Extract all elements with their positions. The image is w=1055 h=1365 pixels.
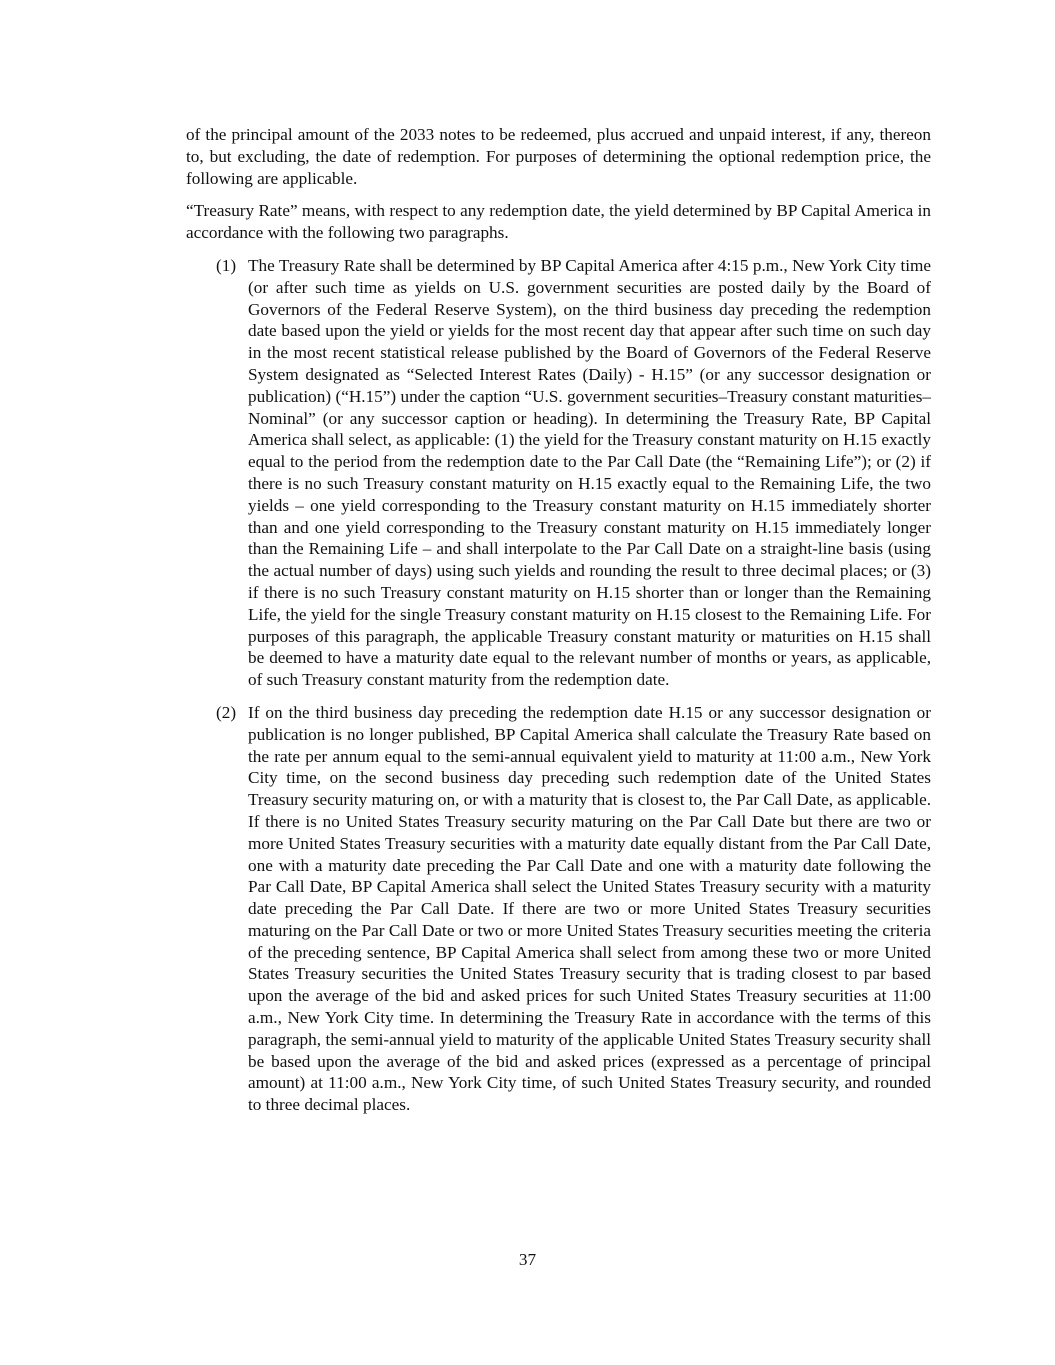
list-item-number: (2) <box>216 702 237 722</box>
intro-paragraph: of the principal amount of the 2033 notes to be redeemed, plus accrued and unpaid interest, if any, thereon to, but excluding, the date of redemption. For purposes of determining the optional redemption price, the following are applicable. <box>186 125 931 188</box>
list-item-number: (1) <box>216 255 237 275</box>
treasury-rate-definition: “Treasury Rate” means, with respect to any redemption date, the yield determined by BP Capital America in accordance with the following two paragraphs. <box>186 201 931 243</box>
document-page <box>186 124 931 1127</box>
list-item <box>186 255 931 691</box>
list-item <box>186 702 931 1116</box>
numbered-list <box>186 255 931 1116</box>
list-item-text: If on the third business day preceding the redemption date H.15 or any successor designation or publication is no longer published, BP Capital America shall calculate the Treasury Rate based on the rate per annum equal to the semi-annual equivalent yield to maturity at 11:00 a.m., New York City time, on the second business day preceding such redemption date of the United States Treasury security maturing on, or with a maturity that is closest to, the Par Call Date, as applicable. If there is no United States Treasury security maturing on the Par Call Date but there are two or more United States Treasury securities with a maturity date equally distant from the Par Call Date, one with a maturity date preceding the Par Call Date and one with a maturity date following the Par Call Date, BP Capital America shall select the United States Treasury security with a maturity date preceding the Par Call Date. If there are two or more United States Treasury securities maturing on the Par Call Date or two or more United States Treasury securities meeting the criteria of the preceding sentence, BP Capital America shall select from among these two or more United States Treasury securities the United States Treasury security that is trading closest to par based upon the average of the bid and asked prices for such United States Treasury securities at 11:00 a.m., New York City time. In determining the Treasury Rate in accordance with the terms of this paragraph, the semi-annual yield to maturity of the applicable United States Treasury security shall be based upon the average of the bid and asked prices (expressed as a percentage of principal amount) at 11:00 a.m., New York City time, of such United States Treasury security, and rounded to three decimal places. <box>248 702 931 1115</box>
page-number: 37 <box>518 1250 537 1269</box>
list-item-text: The Treasury Rate shall be determined by BP Capital America after 4:15 p.m., New York City time (or after such time as yields on U.S. government securities are posted daily by the Board of Governors of the Federal Reserve System), on the third business day preceding the redemption date based upon the yield or yields for the most recent day that appear after such time on such day in the most recent statistical release published by the Board of Governors of the Federal Reserve System designated as “Selected Interest Rates (Daily) - H.15” (or any successor designation or publication) (“H.15”) under the caption “U.S. government securities–Treasury constant maturities–Nominal” (or any successor caption or heading). In determining the Treasury Rate, BP Capital America shall select, as applicable: (1) the yield for the Treasury constant maturity on H.15 exactly equal to the period from the redemption date to the Par Call Date (the “Remaining Life”); or (2) if there is no such Treasury constant maturity on H.15 exactly equal to the Remaining Life, the two yields – one yield corresponding to the Treasury constant maturity on H.15 immediately shorter than and one yield corresponding to the Treasury constant maturity on H.15 immediately longer than the Remaining Life – and shall interpolate to the Par Call Date on a straight-line basis (using the actual number of days) using such yields and rounding the result to three decimal places; or (3) if there is no such Treasury constant maturity on H.15 shorter than or longer than the Remaining Life, the yield for the single Treasury constant maturity on H.15 closest to the Remaining Life. For purposes of this paragraph, the applicable Treasury constant maturity or maturities on H.15 shall be deemed to have a maturity date equal to the relevant number of months or years, as applicable, of such Treasury constant maturity from the redemption date. <box>248 255 931 690</box>
